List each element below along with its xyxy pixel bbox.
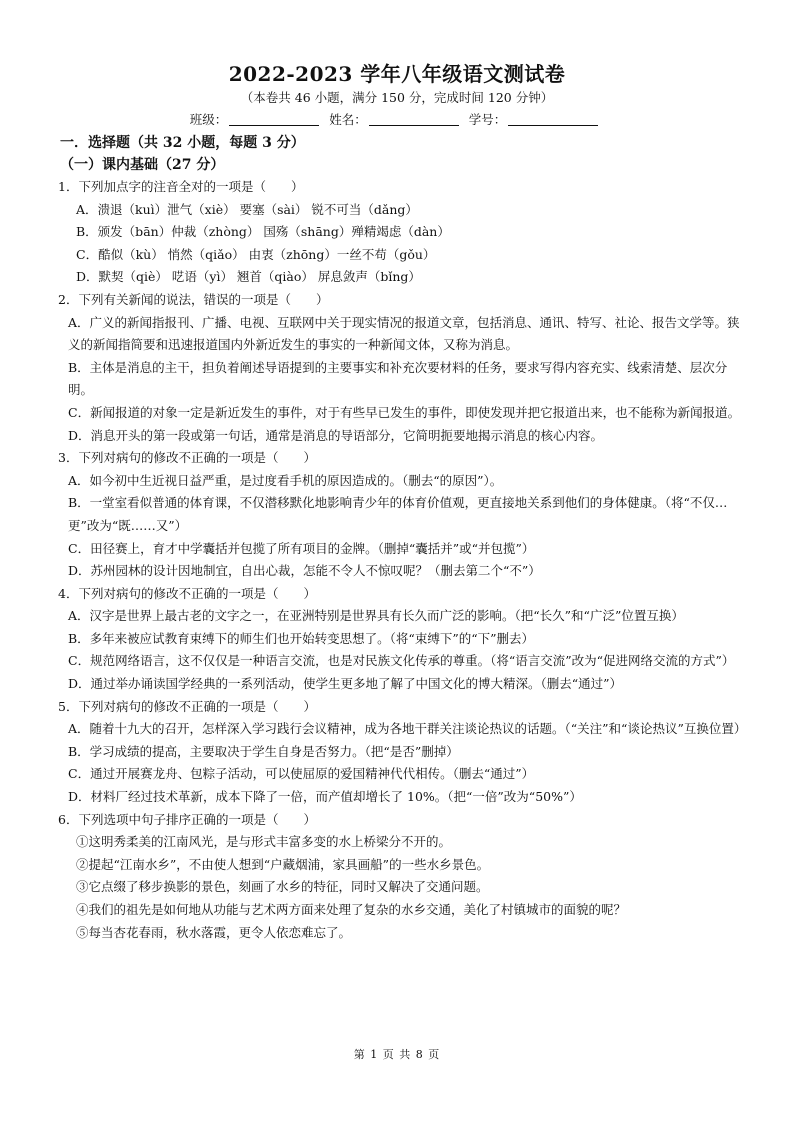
page-footer: 第 1 页 共 8 页 <box>353 1048 441 1061</box>
sentence-2: ②提起“江南水乡”，不由使人想到“户藏烟浦，家具画船”的一些水乡景色。 <box>76 856 490 872</box>
name-blank <box>369 113 459 126</box>
option-a: A．如今初中生近视日益严重，是过度看手机的原因造成的。（删去“的原因”）。 <box>68 472 503 488</box>
sentence-3: ③它点缀了移步换影的景色，刻画了水乡的特征，同时又解决了交通问题。 <box>76 879 489 895</box>
question-stem: 5．下列对病句的修改不正确的一项是（ ） <box>58 698 316 714</box>
option-c: C．田径赛上，育才中学囊括并包揽了所有项目的金牌。（删掉“囊括并”或“并包揽”） <box>68 540 535 556</box>
subsection-heading: （一）课内基础（27 分） <box>60 157 225 173</box>
option-a: A．溃退（kuì）泄气（xiè） 要塞（sài） 锐不可当（dǎng） <box>76 201 418 217</box>
option-a: A．汉字是世界上最古老的文字之一，在亚洲特别是世界具有长久而广泛的影响。（把“长久”和“广泛”位置互换） <box>68 608 684 624</box>
exam-subtitle: （本卷共 46 小题，满分 150 分，完成时间 120 分钟） <box>240 90 554 105</box>
question-stem: 4．下列对病句的修改不正确的一项是（ ） <box>58 585 316 601</box>
question-4 <box>58 583 744 696</box>
student-info-line <box>0 110 794 128</box>
option-d: D．材料厂经过技术革新，成本下降了一倍，而产值却增长了 10%。（把“一倍”改为“50%”） <box>68 789 582 805</box>
option-c: C．通过开展赛龙舟、包粽子活动，可以使屈原的爱国精神代代相传。（删去“通过”） <box>68 766 535 782</box>
sentence-4: ④我们的祖先是如何地从功能与艺术两方面来处理了复杂的水乡交通，美化了村镇城市的面貌的呢？ <box>76 902 627 917</box>
option-c: C．新闻报道的对象一定是新近发生的事件，对于有些早已发生的事件，即使发现并把它报道出来，也不能称为新闻报道。 <box>68 404 741 420</box>
option-b: B．一堂室看似普通的体育课，不仅潜移默化地影响青少年的体育价值观，更直接地关系到他们的身体健康。（将“不仅…更”改为“既……又”） <box>68 495 728 533</box>
question-stem: 3．下列对病句的修改不正确的一项是（ ） <box>58 450 316 466</box>
option-d: D．消息开头的第一段或第一句话，通常是消息的导语部分，它简明扼要地揭示消息的核心内容。 <box>68 427 604 443</box>
option-d: D．通过举办诵读国学经典的一系列活动，使学生更多地了解了中国文化的博大精深。（删去“通过”） <box>68 676 623 692</box>
option-b: B．多年来被应试教育束缚下的师生们也开始转变思想了。（将“束缚下”的“下”删去） <box>68 630 534 646</box>
section-heading: 一．选择题（共 32 小题，每题 3 分） <box>60 135 305 151</box>
question-3 <box>58 447 744 583</box>
sentence-5: ⑤每当杏花春雨，秋水落霞，更令人依恋难忘了。 <box>76 924 352 940</box>
class-label: 班级： <box>189 112 228 127</box>
option-b: B．主体是消息的主干，担负着阐述导语提到的主要事实和补充次要材料的任务，要求写得内容充实、线索清楚、层次分明。 <box>68 359 728 398</box>
class-blank <box>229 113 319 126</box>
option-c: C．酷似（kù） 悄然（qiǎo） 由衷（zhōng）一丝不苟（gǒu） <box>76 246 436 262</box>
question-stem: 6．下列选项中句子排序正确的一项是（ ） <box>58 811 316 827</box>
option-c: C．规范网络语言，这不仅仅是一种语言交流，也是对民族文化传承的尊重。（将“语言交流”改为“促进网络交流的方式”） <box>68 653 735 669</box>
question-5 <box>58 696 747 809</box>
option-b: B．颁发（bān）仲裁（zhòng） 国殇（shāng）殚精竭虑（dàn） <box>76 224 450 240</box>
question-6 <box>58 809 744 945</box>
name-label: 姓名： <box>329 112 367 127</box>
page-title: 2022-2023 学年八年级语文测试卷 <box>228 62 566 86</box>
question-stem: 1．下列加点字的注音全对的一项是（ ） <box>58 179 304 194</box>
option-d: D．默契（qiè） 呓语（yì） 翘首（qiào） 屏息敛声（bǐng） <box>76 269 421 285</box>
question-stem: 2．下列有关新闻的说法，错误的一项是（ ） <box>58 291 329 307</box>
id-label: 学号： <box>468 112 507 127</box>
option-d: D．苏州园林的设计因地制宜，自出心裁，怎能不令人不惊叹呢？（删去第二个“不”） <box>68 563 541 579</box>
exam-content <box>58 132 747 944</box>
option-b: B．学习成绩的提高，主要取决于学生自身是否努力。（把“是否”删掉） <box>68 743 459 759</box>
question-1 <box>58 176 744 289</box>
option-a: A．广义的新闻指报刊、广播、电视、互联网中关于现实情况的报道文章，包括消息、通讯、特写、社论、报告文学等。狭义的新闻指简要和迅速报道国内外新近发生的事实的一种新闻文体，又称为消息。 <box>68 314 740 353</box>
option-a: A．随着十九大的召开，怎样深入学习践行会议精神，成为各地干群关注谈论热议的话题。（“关注”和“谈论热议”互换位置） <box>68 721 747 737</box>
id-blank <box>508 113 598 126</box>
sentence-1: ①这明秀柔美的江南风光，是与形式丰富多变的水上桥梁分不开的。 <box>76 834 452 850</box>
question-2 <box>58 289 744 447</box>
